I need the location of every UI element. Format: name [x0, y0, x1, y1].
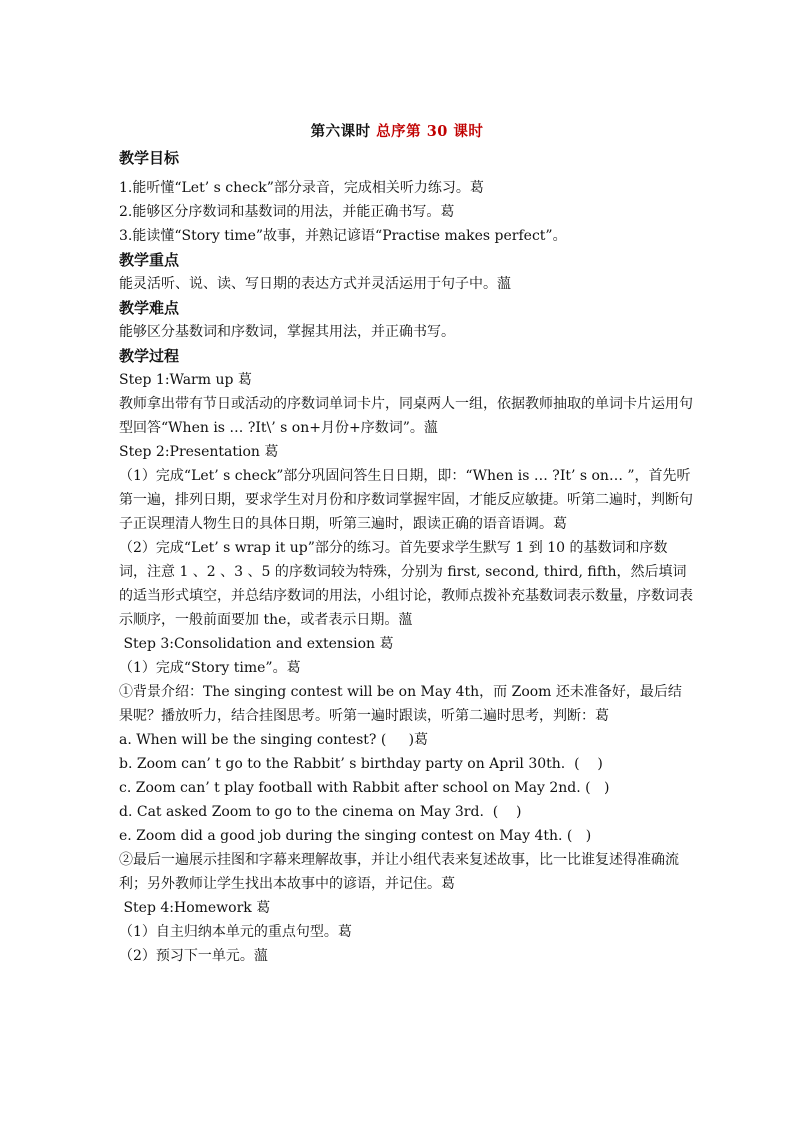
step3-background: ①背景介绍：The singing contest will be on May 4th，而 Zoom 还未准备好，最后结果呢？播放听力，结合挂图思考。听第一遍时跟读，听第二遍时思考，判断：葛 — [119, 684, 682, 724]
step4-title: Step 4:Homework 葛 — [119, 900, 271, 916]
page-title — [0, 120, 794, 141]
goal-item-2: 2.能够区分序数词和基数词的用法，并能正确书写。葛 — [119, 204, 455, 220]
homework-2: （2）预习下一单元。薀 — [119, 948, 268, 964]
difficult-text: 能够区分基数词和序数词，掌握其用法，并正确书写。 — [119, 324, 455, 340]
step3-final: ②最后一遍展示挂图和字幕来理解故事，并让小组代表来复述故事，比一比谁复述得准确流利；另外教师让学生找出本故事中的谚语，并记住。葛 — [119, 852, 679, 892]
section-heading-goals: 教学目标 — [119, 149, 180, 167]
step1-title: Step 1:Warm up 葛 — [119, 372, 252, 388]
step2-paragraph-1: （1）完成“Let’ s check”部分巩固问答生日日期，即：“When is … ?It’ s on… ”，首先听第一遍，排列日期，要求学生对月份和序数词掌握牢固，才能反应敏捷。听第二遍时，判断句子正误理清人物生日的具体日期，听第三遍时，跟读正确的语音语调。葛 — [119, 468, 693, 532]
section-heading-difficult: 教学难点 — [119, 299, 180, 317]
step3-subtitle: （1）完成“Story time”。葛 — [119, 660, 301, 676]
title-lesson: 第六课时 — [310, 123, 377, 140]
section-heading-key: 教学重点 — [119, 251, 180, 269]
goal-item-3: 3.能读懂“Story time”故事，并熟记谚语“Practise makes perfect”。 — [119, 228, 567, 244]
question-b: b. Zoom can’ t go to the Rabbit’ s birthday party on April 30th. ( ) — [119, 756, 603, 772]
step2-paragraph-2: （2）完成“Let’ s wrap it up”部分的练习。首先要求学生默写 1 到 10 的基数词和序数词，注意 1 、2 、3 、5 的序数词较为特殊，分别为 first, second, third, fifth，然后填词的适当形式填空，并总结序数词的用法，小组讨论，教师点拨补充基数词表示数量，序数词表示顺序，一般前面要加 the，或者表示日期。薀 — [119, 540, 693, 628]
step1-text: 教师拿出带有节日或活动的序数词单词卡片，同桌两人一组，依据教师抽取的单词卡片运用句型回答“When is … ?It\’ s on+月份+序数词”。薀 — [119, 396, 693, 436]
step2-title: Step 2:Presentation 葛 — [119, 444, 279, 460]
question-c: c. Zoom can’ t play football with Rabbit after school on May 2nd. ( ) — [119, 780, 610, 796]
document-body — [119, 146, 694, 968]
question-e: e. Zoom did a good job during the singing contest on May 4th. ( ) — [119, 828, 592, 844]
key-text: 能灵活听、说、读、写日期的表达方式并灵活运用于句子中。薀 — [119, 276, 511, 292]
question-a: a. When will be the singing contest? ( )葛 — [119, 732, 429, 748]
section-heading-process: 教学过程 — [119, 347, 180, 365]
step3-title: Step 3:Consolidation and extension 葛 — [119, 636, 394, 652]
homework-1: （1）自主归纳本单元的重点句型。葛 — [119, 924, 352, 940]
title-total-lesson: 总序第 30 课时 — [376, 123, 484, 140]
question-d: d. Cat asked Zoom to go to the cinema on May 3rd. ( ) — [119, 804, 522, 820]
goal-item-1: 1.能听懂“Let’ s check”部分录音，完成相关听力练习。葛 — [119, 180, 484, 196]
